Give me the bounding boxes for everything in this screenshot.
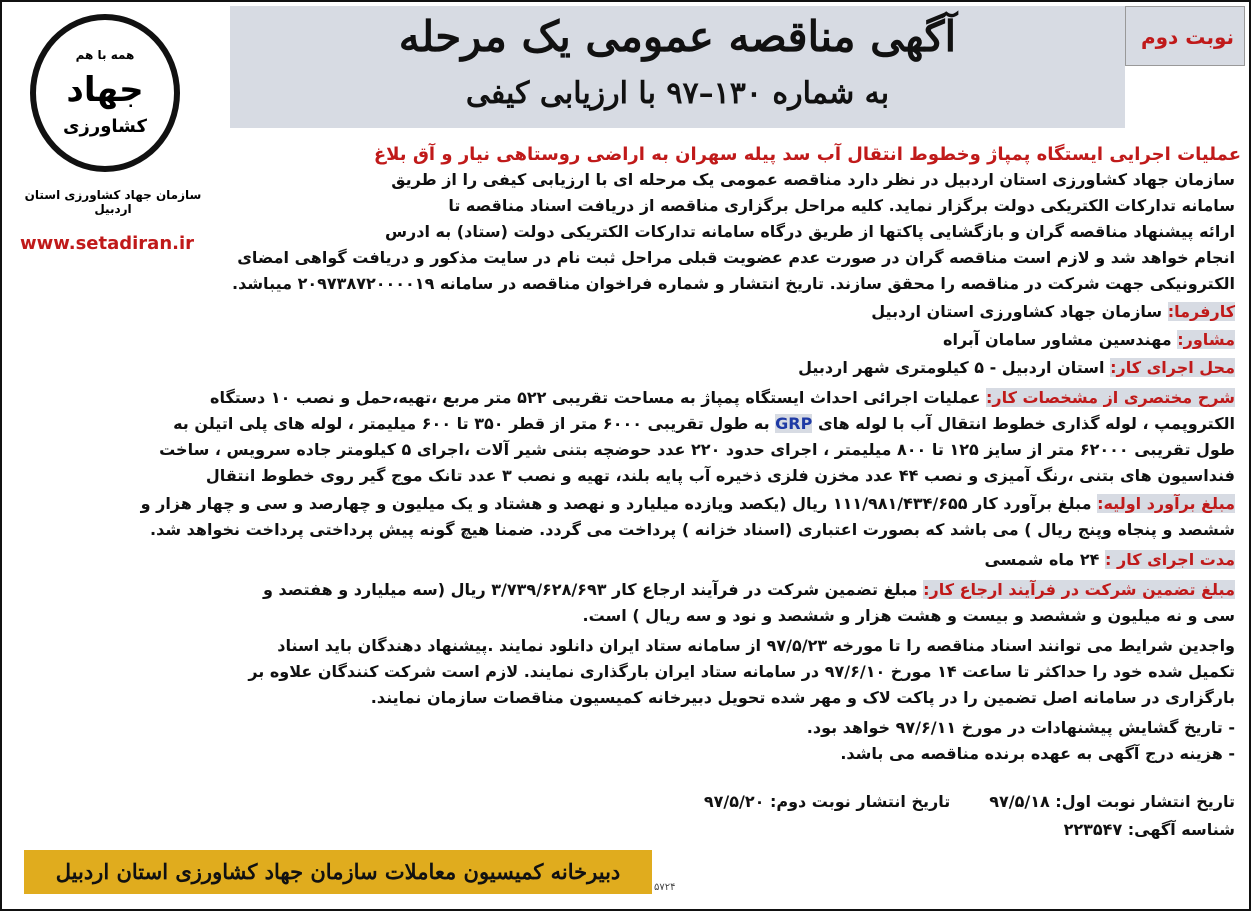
budget-line-2: ششصد و پنجاه وپنج ریال ) می باشد که بصورت اعتباری (اسناد خزانه ) پرداخت می گردد. ضمنا هیچ گونه پیش پرداختی پرداخت نخواهد شد. — [150, 520, 1235, 539]
consultant-row — [943, 330, 1235, 349]
guarantee-label: مبلغ تضمین شرکت در فرآیند ارجاع کار: — [923, 580, 1235, 599]
logo-word-jahad: جهاد — [66, 70, 144, 110]
budget-row-1 — [141, 494, 1235, 513]
guarantee-row-1 — [263, 580, 1235, 599]
intro-line-3: ارائه پیشنهاد مناقصه گران و بازگشایی پاکتها از طریق درگاه سامانه تدارکات الکتریکی دولت (ستاد) به ادرس — [384, 222, 1235, 241]
publish-dates-row — [704, 792, 1235, 811]
employer-label: کارفرما: — [1167, 302, 1235, 321]
grp-term: GRP — [775, 414, 813, 433]
intro-line-2: سامانه تدارکات الکتریکی دولت برگزار نماید. کلیه مراحل برگزاری مناقصه از دریافت اسناد مناقصه تا — [448, 196, 1235, 215]
specs-line-2a: الکتروپمپ ، لوله گذاری خطوط انتقال آب با لوله های — [817, 414, 1235, 433]
employer-value: سازمان جهاد کشاورزی استان اردبیل — [871, 302, 1163, 321]
website-link[interactable]: www.setadiran.ir — [20, 233, 195, 254]
guarantee-line-2: سی و نه میلیون و ششصد و بیست و هشت هزار و ششصد و نود و سه ریال ) است. — [582, 606, 1235, 625]
organization-logo — [30, 14, 180, 172]
specs-label: شرح مختصری از مشخصات کار: — [985, 388, 1235, 407]
intro-line-4: انجام خواهد شد و لازم است مناقصه گران در صورت عدم عضویت قبلی مراحل ثبت نام در سایت مذکور و دریافت گواهی امضای — [237, 248, 1235, 267]
consultant-value: مهندسین مشاور سامان آبراه — [943, 330, 1172, 349]
ad-id: شناسه آگهی: ۲۲۳۵۴۷ — [1063, 820, 1235, 839]
guarantee-line-1: مبلغ تضمین شرکت در فرآیند ارجاع کار ۳/۷۳۹/۶۲۸/۶۹۳ ریال (سه میلیارد و هفتصد و — [263, 580, 918, 599]
duration-value: ۲۴ ماه شمسی — [984, 550, 1100, 569]
specs-row-1 — [210, 388, 1235, 407]
employer-row — [871, 302, 1235, 321]
logo-word-keshavarzi: کشاورزی — [63, 116, 147, 137]
specs-row-2 — [173, 414, 1235, 433]
note-opening-date: - تاریخ گشایش پیشنهادات در مورخ ۹۷/۶/۱۱ خواهد بود. — [806, 718, 1235, 737]
conditions-line-1: واجدین شرایط می توانند اسناد مناقصه را تا مورخه ۹۷/۵/۲۳ از سامانه ستاد ایران دانلود نمایند .پیشنهاد دهندگان باید اسناد — [277, 636, 1235, 655]
publish-first-date: تاریخ انتشار نوبت اول: ۹۷/۵/۱۸ — [989, 792, 1235, 811]
footer-code: ۵۷۲۴ — [654, 882, 676, 893]
location-label: محل اجرای کار: — [1110, 358, 1235, 377]
logo-top-text: همه با هم — [75, 48, 135, 62]
duration-label: مدت اجرای کار : — [1105, 550, 1235, 569]
footer-signature: دبیرخانه کمیسیون معاملات سازمان جهاد کشاورزی استان اردبیل — [55, 859, 621, 884]
consultant-label: مشاور: — [1177, 330, 1235, 349]
page-title: آگهی مناقصه عمومی یک مرحله — [398, 12, 957, 61]
publish-second-date: تاریخ انتشار نوبت دوم: ۹۷/۵/۲۰ — [703, 792, 951, 811]
specs-line-3: طول تقریبی ۶۲۰۰۰ متر از سایز ۱۲۵ تا ۸۰۰ میلیمتر ، اجرای حدود ۲۲۰ عدد حوضچه بتنی شیر آلات ،اجرای ۵ کیلومتر جاده سرویس ، ساخت — [159, 440, 1235, 459]
specs-line-4: فنداسیون های بتنی ،رنگ آمیزی و نصب ۴۴ عدد مخزن فلزی ذخیره آب پایه بلند، تهیه و نصب ۳ عدد تانک موج گیر روی خطوط انتقال — [205, 466, 1235, 485]
budget-label: مبلغ برآورد اولیه: — [1097, 494, 1235, 513]
notice-round-label: نوبت دوم — [1140, 25, 1234, 49]
location-row — [798, 358, 1235, 377]
footer-signature-band — [24, 850, 652, 894]
location-value: استان اردبیل - ۵ کیلومتری شهر اردبیل — [798, 358, 1105, 377]
project-title: عملیات اجرایی ایستگاه پمپاژ وخطوط انتقال آب سد پیله سهران به اراضی روستاهی نیار و آق بلاغ — [373, 144, 1241, 165]
budget-line-1: مبلغ برآورد کار ۱۱۱/۹۸۱/۴۳۴/۶۵۵ ریال (یکصد ویازده میلیارد و نهصد و هشتاد و یک میلیون و چهارصد و سی و چهار هزار و — [140, 494, 1092, 513]
intro-line-5: الکترونیکی جهت شرکت در مناقصه را محقق سازند. تاریخ انتشار و شماره فراخوان مناقصه در سامانه ۲۰۹۷۳۸۷۲۰۰۰۰۱۹ میباشد. — [232, 274, 1235, 293]
conditions-line-2: تکمیل شده خود را حداکثر تا ساعت ۱۴ مورخ ۹۷/۶/۱۰ در سامانه ستاد ایران بارگذاری نمایند. لازم است شرکت کنندگان علاوه بر — [248, 662, 1235, 681]
organization-caption: سازمان جهاد کشاورزی استان اردبیل — [24, 188, 202, 216]
specs-line-2b: به طول تقریبی ۶۰۰۰ متر از قطر ۳۵۰ تا ۶۰۰ میلیمتر ، لوله های پلی اتیلن به — [173, 414, 770, 433]
specs-line-1: عملیات اجرائی احداث ایستگاه پمپاژ به مساحت تقریبی ۵۲۲ متر مربع ،تهیه،حمل و نصب ۱۰ دستگاه — [210, 388, 981, 407]
notice-round-box — [1125, 6, 1245, 66]
duration-row — [984, 550, 1235, 569]
page-subtitle: به شماره ۱۳۰–۹۷ با ارزیابی کیفی — [465, 76, 890, 111]
note-ad-cost: - هزینه درج آگهی به عهده برنده مناقصه می باشد. — [840, 744, 1235, 763]
intro-line-1: سازمان جهاد کشاورزی استان اردبیل در نظر دارد مناقصه عمومی یک مرحله ای با ارزیابی کیفی را از طریق — [391, 170, 1235, 189]
conditions-line-3: بارگزاری در سامانه اصل تضمین را در پاکت لاک و مهر شده تحویل دبیرخانه کمیسیون مناقصات سازمان نمایند. — [370, 688, 1235, 707]
header-band — [230, 6, 1125, 128]
